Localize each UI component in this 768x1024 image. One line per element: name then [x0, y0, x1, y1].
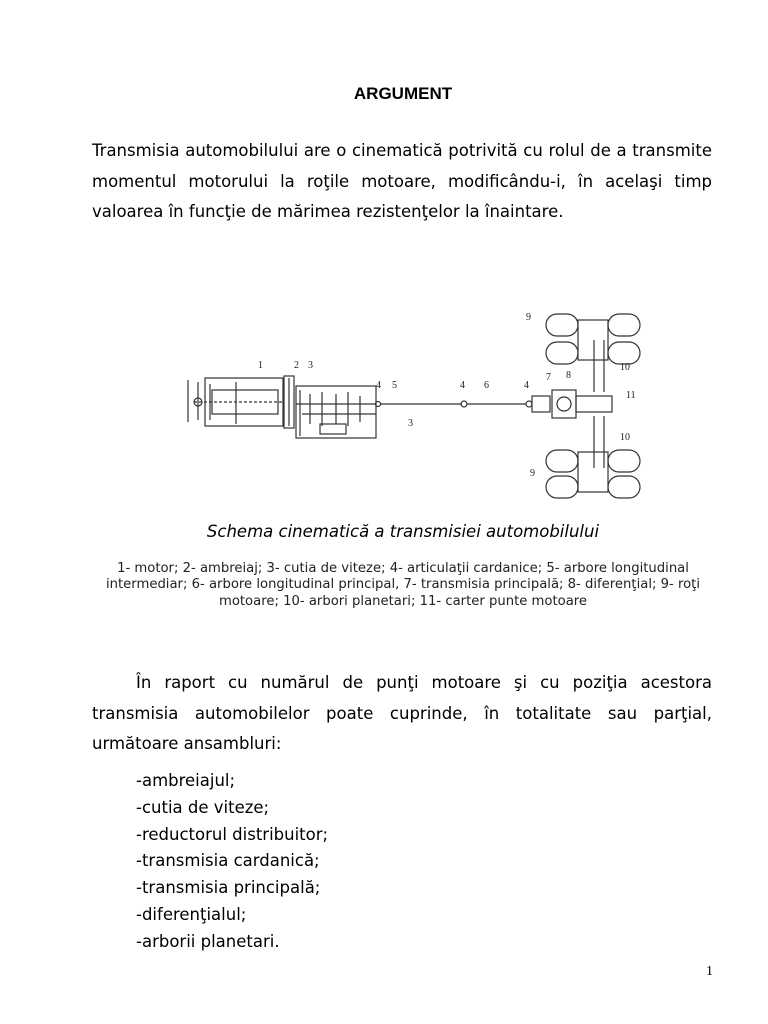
transmission-schematic [180, 300, 660, 510]
label-11: 11 [626, 390, 636, 401]
list-item: -transmisia cardanică; [136, 851, 320, 871]
label-4a: 4 [376, 380, 381, 391]
figure-caption: Schema cinematică a transmisiei automobilului [206, 522, 600, 541]
document-title: ARGUMENT [353, 84, 453, 103]
label-6: 6 [484, 380, 489, 391]
label-8: 8 [566, 370, 571, 381]
label-3b: 3 [408, 418, 413, 429]
list-item: -diferenţialul; [136, 904, 247, 924]
label-1: 1 [258, 360, 263, 371]
list-item: -cutia de viteze; [136, 797, 270, 817]
label-10a: 10 [620, 362, 630, 373]
list-item: -arborii planetari. [136, 931, 280, 951]
list-item: -reductorul distribuitor; [136, 824, 329, 844]
assemblies-list [136, 768, 328, 956]
label-7: 7 [546, 372, 551, 383]
list-item: -transmisia principală; [136, 878, 321, 898]
second-paragraph [92, 668, 712, 760]
transmission-diagram [180, 300, 660, 510]
label-9a: 9 [526, 312, 531, 323]
label-2: 2 [294, 360, 299, 371]
second-paragraph-text: În raport cu numărul de punţi motoare şi cu poziţia acestora transmisia automobilelor poate cuprinde, în totalitate sau parţial, următoare ansambluri: [92, 673, 712, 753]
label-5: 5 [392, 380, 397, 391]
intro-paragraph: Transmisia automobilului are o cinematică potrivită cu rolul de a transmite momentul motorului la roţile motoare, modificându-i, în acelaşi timp valoarea în funcţie de mărimea rezistenţelor la înaintare. [92, 141, 712, 221]
page-number: 1 [706, 964, 713, 979]
label-9b: 9 [530, 468, 535, 479]
label-4c: 4 [524, 380, 529, 391]
label-10b: 10 [620, 432, 630, 443]
label-4b: 4 [460, 380, 465, 391]
label-3: 3 [308, 360, 313, 371]
figure-legend: 1- motor; 2- ambreiaj; 3- cutia de viteze; 4- articulaţii cardanice; 5- arbore longitudinal intermediar; 6- arbore longitudinal principal, 7- transmisia principală; 8- diferenţial; 9- roţi motoare; 10- arbori planetari; 11- carter punte motoare [105, 561, 700, 609]
list-item: -ambreiajul; [136, 771, 236, 790]
